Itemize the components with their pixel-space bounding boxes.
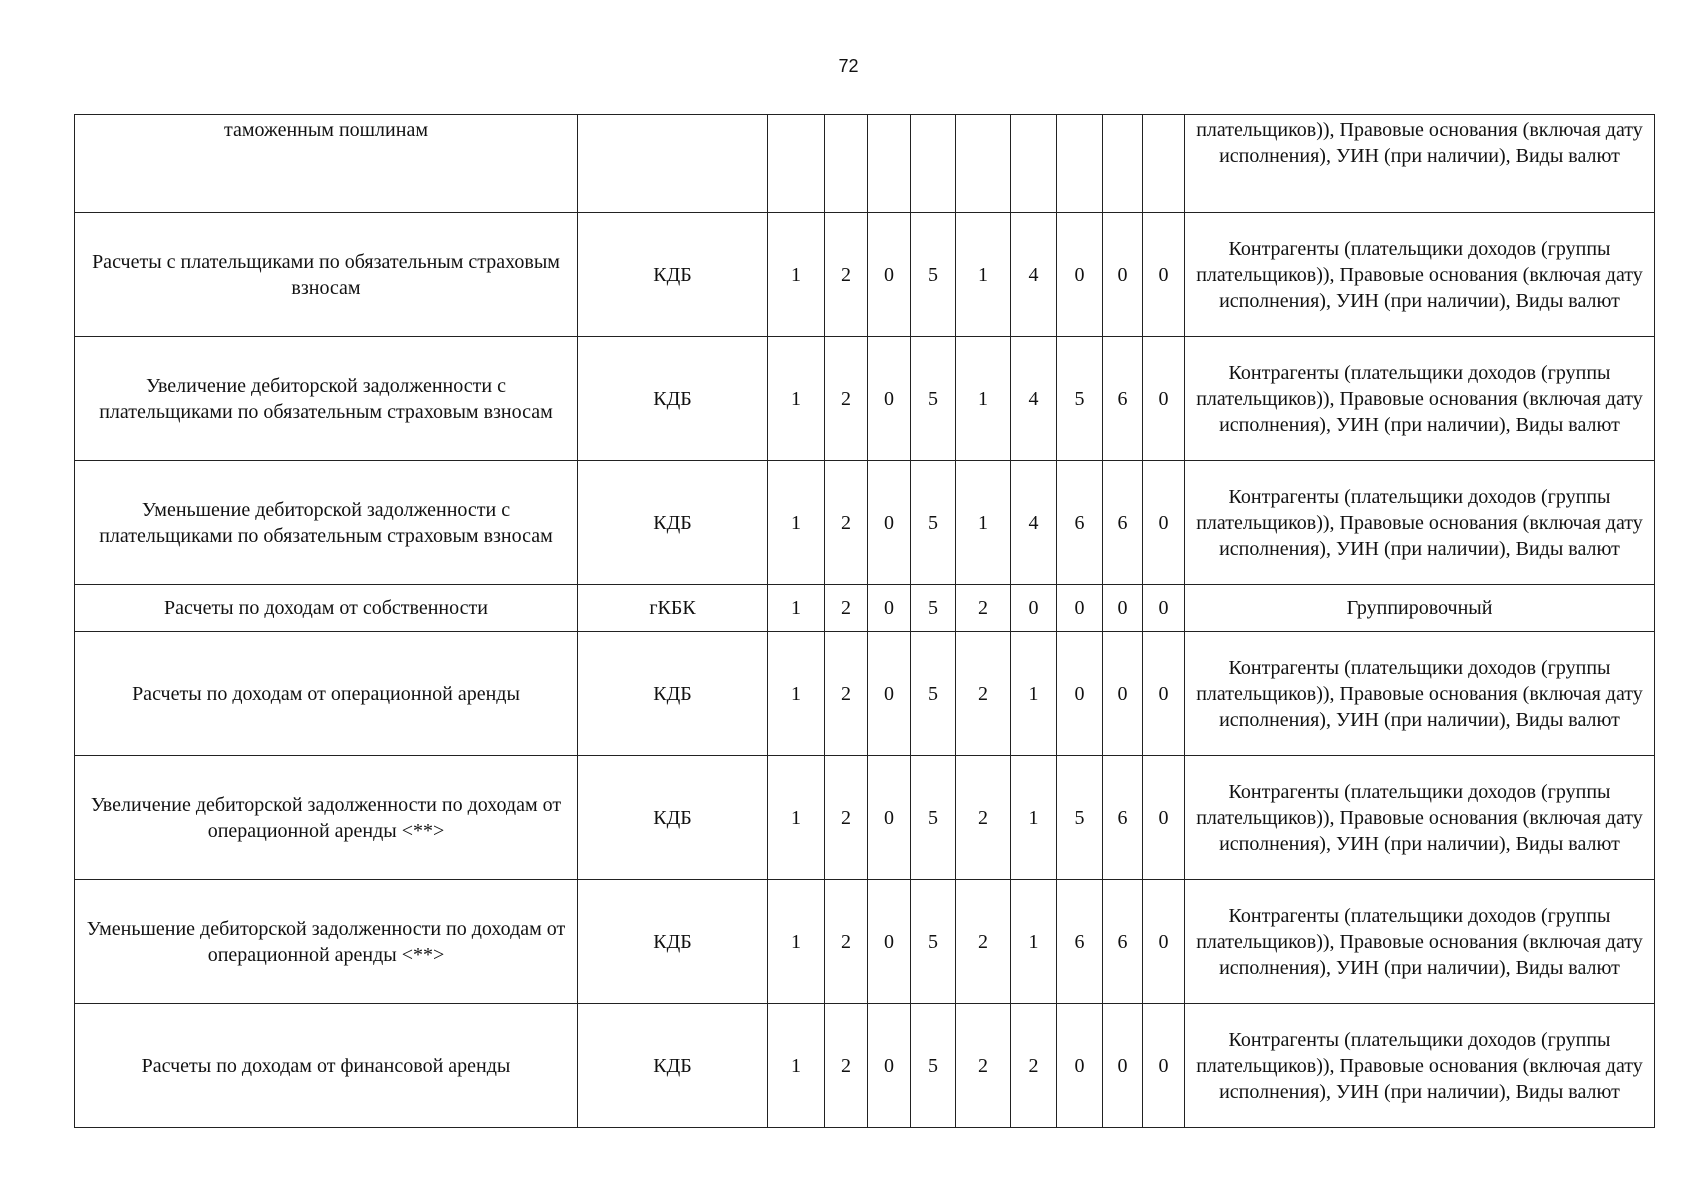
account-digit-cell: 4 <box>1011 213 1057 337</box>
account-digit-cell: 1 <box>956 461 1011 585</box>
account-digit-cell: 1 <box>1011 880 1057 1004</box>
account-digit-cell: 0 <box>1057 585 1103 632</box>
account-digit-cell: 0 <box>868 213 911 337</box>
account-digit-cell: 2 <box>825 461 868 585</box>
row-attributes-cell: плательщиков)), Правовые основания (включая дату исполнения), УИН (при наличии), Виды валют <box>1185 115 1655 213</box>
table-row <box>75 585 1655 632</box>
row-type-cell: КДБ <box>578 337 768 461</box>
account-digit-cell: 2 <box>956 632 1011 756</box>
account-digit-cell: 1 <box>768 337 825 461</box>
row-name-cell: Расчеты по доходам от операционной аренды <box>75 632 578 756</box>
account-digit-cell: 0 <box>1143 632 1185 756</box>
account-digit-cell: 2 <box>825 880 868 1004</box>
row-attributes-cell: Контрагенты (плательщики доходов (группы плательщиков)), Правовые основания (включая дату исполнения), УИН (при наличии), Виды валют <box>1185 880 1655 1004</box>
row-type-cell: КДБ <box>578 880 768 1004</box>
row-attributes-cell: Контрагенты (плательщики доходов (группы плательщиков)), Правовые основания (включая дату исполнения), УИН (при наличии), Виды валют <box>1185 1004 1655 1128</box>
account-digit-cell: 0 <box>1143 213 1185 337</box>
table-row <box>75 213 1655 337</box>
account-digit-cell: 0 <box>1143 1004 1185 1128</box>
account-digit-cell <box>1011 115 1057 213</box>
row-attributes-cell: Контрагенты (плательщики доходов (группы плательщиков)), Правовые основания (включая дату исполнения), УИН (при наличии), Виды валют <box>1185 632 1655 756</box>
account-digit-cell: 0 <box>1103 585 1143 632</box>
account-digit-cell <box>768 115 825 213</box>
row-attributes-cell: Контрагенты (плательщики доходов (группы плательщиков)), Правовые основания (включая дату исполнения), УИН (при наличии), Виды валют <box>1185 461 1655 585</box>
account-digit-cell: 1 <box>956 213 1011 337</box>
account-digit-cell: 5 <box>911 880 956 1004</box>
row-name-cell: таможенным пошлинам <box>75 115 578 213</box>
account-digit-cell <box>1103 115 1143 213</box>
table-row <box>75 115 1655 213</box>
table-row <box>75 461 1655 585</box>
account-digit-cell: 5 <box>911 585 956 632</box>
row-type-cell: гКБК <box>578 585 768 632</box>
table-row <box>75 880 1655 1004</box>
account-digit-cell: 2 <box>956 880 1011 1004</box>
table-row <box>75 756 1655 880</box>
account-digit-cell: 0 <box>1143 585 1185 632</box>
row-name-cell: Уменьшение дебиторской задолженности по доходам от операционной аренды <**> <box>75 880 578 1004</box>
account-digit-cell <box>911 115 956 213</box>
account-digit-cell: 0 <box>868 880 911 1004</box>
account-digit-cell <box>956 115 1011 213</box>
account-digit-cell: 0 <box>1011 585 1057 632</box>
account-digit-cell: 1 <box>768 1004 825 1128</box>
account-digit-cell: 0 <box>868 461 911 585</box>
row-type-cell: КДБ <box>578 1004 768 1128</box>
account-digit-cell: 0 <box>1143 880 1185 1004</box>
row-attributes-cell: Группировочный <box>1185 585 1655 632</box>
account-digit-cell: 6 <box>1057 880 1103 1004</box>
account-digit-cell: 2 <box>1011 1004 1057 1128</box>
row-type-cell <box>578 115 768 213</box>
account-digit-cell: 0 <box>868 337 911 461</box>
row-name-cell: Расчеты по доходам от собственности <box>75 585 578 632</box>
account-digit-cell: 0 <box>1057 1004 1103 1128</box>
row-type-cell: КДБ <box>578 213 768 337</box>
account-digit-cell: 0 <box>868 756 911 880</box>
account-digit-cell: 5 <box>911 337 956 461</box>
table-body <box>75 115 1655 1128</box>
account-digit-cell: 0 <box>868 632 911 756</box>
account-digit-cell: 2 <box>825 632 868 756</box>
account-digit-cell: 1 <box>768 632 825 756</box>
account-digit-cell: 2 <box>956 1004 1011 1128</box>
account-digit-cell: 0 <box>1057 632 1103 756</box>
row-name-cell: Расчеты с плательщиками по обязательным страховым взносам <box>75 213 578 337</box>
account-digit-cell: 0 <box>1143 461 1185 585</box>
table-row <box>75 1004 1655 1128</box>
row-attributes-cell: Контрагенты (плательщики доходов (группы плательщиков)), Правовые основания (включая дату исполнения), УИН (при наличии), Виды валют <box>1185 756 1655 880</box>
account-digit-cell: 0 <box>1103 1004 1143 1128</box>
row-name-cell: Увеличение дебиторской задолженности по доходам от операционной аренды <**> <box>75 756 578 880</box>
account-digit-cell: 1 <box>768 461 825 585</box>
row-name-cell: Расчеты по доходам от финансовой аренды <box>75 1004 578 1128</box>
account-digit-cell: 5 <box>911 756 956 880</box>
account-digit-cell: 2 <box>825 756 868 880</box>
account-digit-cell: 5 <box>911 632 956 756</box>
account-digit-cell: 5 <box>1057 756 1103 880</box>
account-digit-cell: 0 <box>1103 213 1143 337</box>
account-digit-cell: 0 <box>1143 756 1185 880</box>
account-digit-cell <box>868 115 911 213</box>
account-digit-cell: 2 <box>825 213 868 337</box>
row-attributes-cell: Контрагенты (плательщики доходов (группы плательщиков)), Правовые основания (включая дату исполнения), УИН (при наличии), Виды валют <box>1185 213 1655 337</box>
account-digit-cell: 0 <box>1143 337 1185 461</box>
account-digit-cell: 1 <box>956 337 1011 461</box>
table-row <box>75 632 1655 756</box>
account-digit-cell: 2 <box>956 756 1011 880</box>
account-digit-cell: 1 <box>768 880 825 1004</box>
account-digit-cell: 5 <box>1057 337 1103 461</box>
account-digit-cell: 4 <box>1011 337 1057 461</box>
account-digit-cell <box>1057 115 1103 213</box>
row-type-cell: КДБ <box>578 461 768 585</box>
account-digit-cell: 0 <box>868 585 911 632</box>
account-digit-cell <box>1143 115 1185 213</box>
account-digit-cell: 1 <box>768 585 825 632</box>
account-digit-cell: 4 <box>1011 461 1057 585</box>
account-digit-cell: 6 <box>1103 461 1143 585</box>
account-digit-cell: 5 <box>911 213 956 337</box>
account-digit-cell: 1 <box>768 213 825 337</box>
row-attributes-cell: Контрагенты (плательщики доходов (группы плательщиков)), Правовые основания (включая дату исполнения), УИН (при наличии), Виды валют <box>1185 337 1655 461</box>
table-row <box>75 337 1655 461</box>
account-digit-cell: 1 <box>1011 756 1057 880</box>
page-number: 72 <box>838 56 859 76</box>
row-type-cell: КДБ <box>578 632 768 756</box>
account-digit-cell: 2 <box>825 1004 868 1128</box>
account-digit-cell: 6 <box>1103 337 1143 461</box>
account-digit-cell: 0 <box>868 1004 911 1128</box>
account-digit-cell: 5 <box>911 1004 956 1128</box>
accounts-table <box>74 114 1655 1128</box>
account-digit-cell: 6 <box>1103 880 1143 1004</box>
account-digit-cell: 6 <box>1057 461 1103 585</box>
account-digit-cell: 1 <box>1011 632 1057 756</box>
row-type-cell: КДБ <box>578 756 768 880</box>
account-digit-cell: 0 <box>1057 213 1103 337</box>
account-digit-cell: 1 <box>768 756 825 880</box>
account-digit-cell: 2 <box>825 337 868 461</box>
row-name-cell: Уменьшение дебиторской задолженности с плательщиками по обязательным страховым взносам <box>75 461 578 585</box>
row-name-cell: Увеличение дебиторской задолженности с плательщиками по обязательным страховым взносам <box>75 337 578 461</box>
account-digit-cell: 2 <box>956 585 1011 632</box>
account-digit-cell: 6 <box>1103 756 1143 880</box>
account-digit-cell: 0 <box>1103 632 1143 756</box>
account-digit-cell: 2 <box>825 585 868 632</box>
account-digit-cell: 5 <box>911 461 956 585</box>
account-digit-cell <box>825 115 868 213</box>
